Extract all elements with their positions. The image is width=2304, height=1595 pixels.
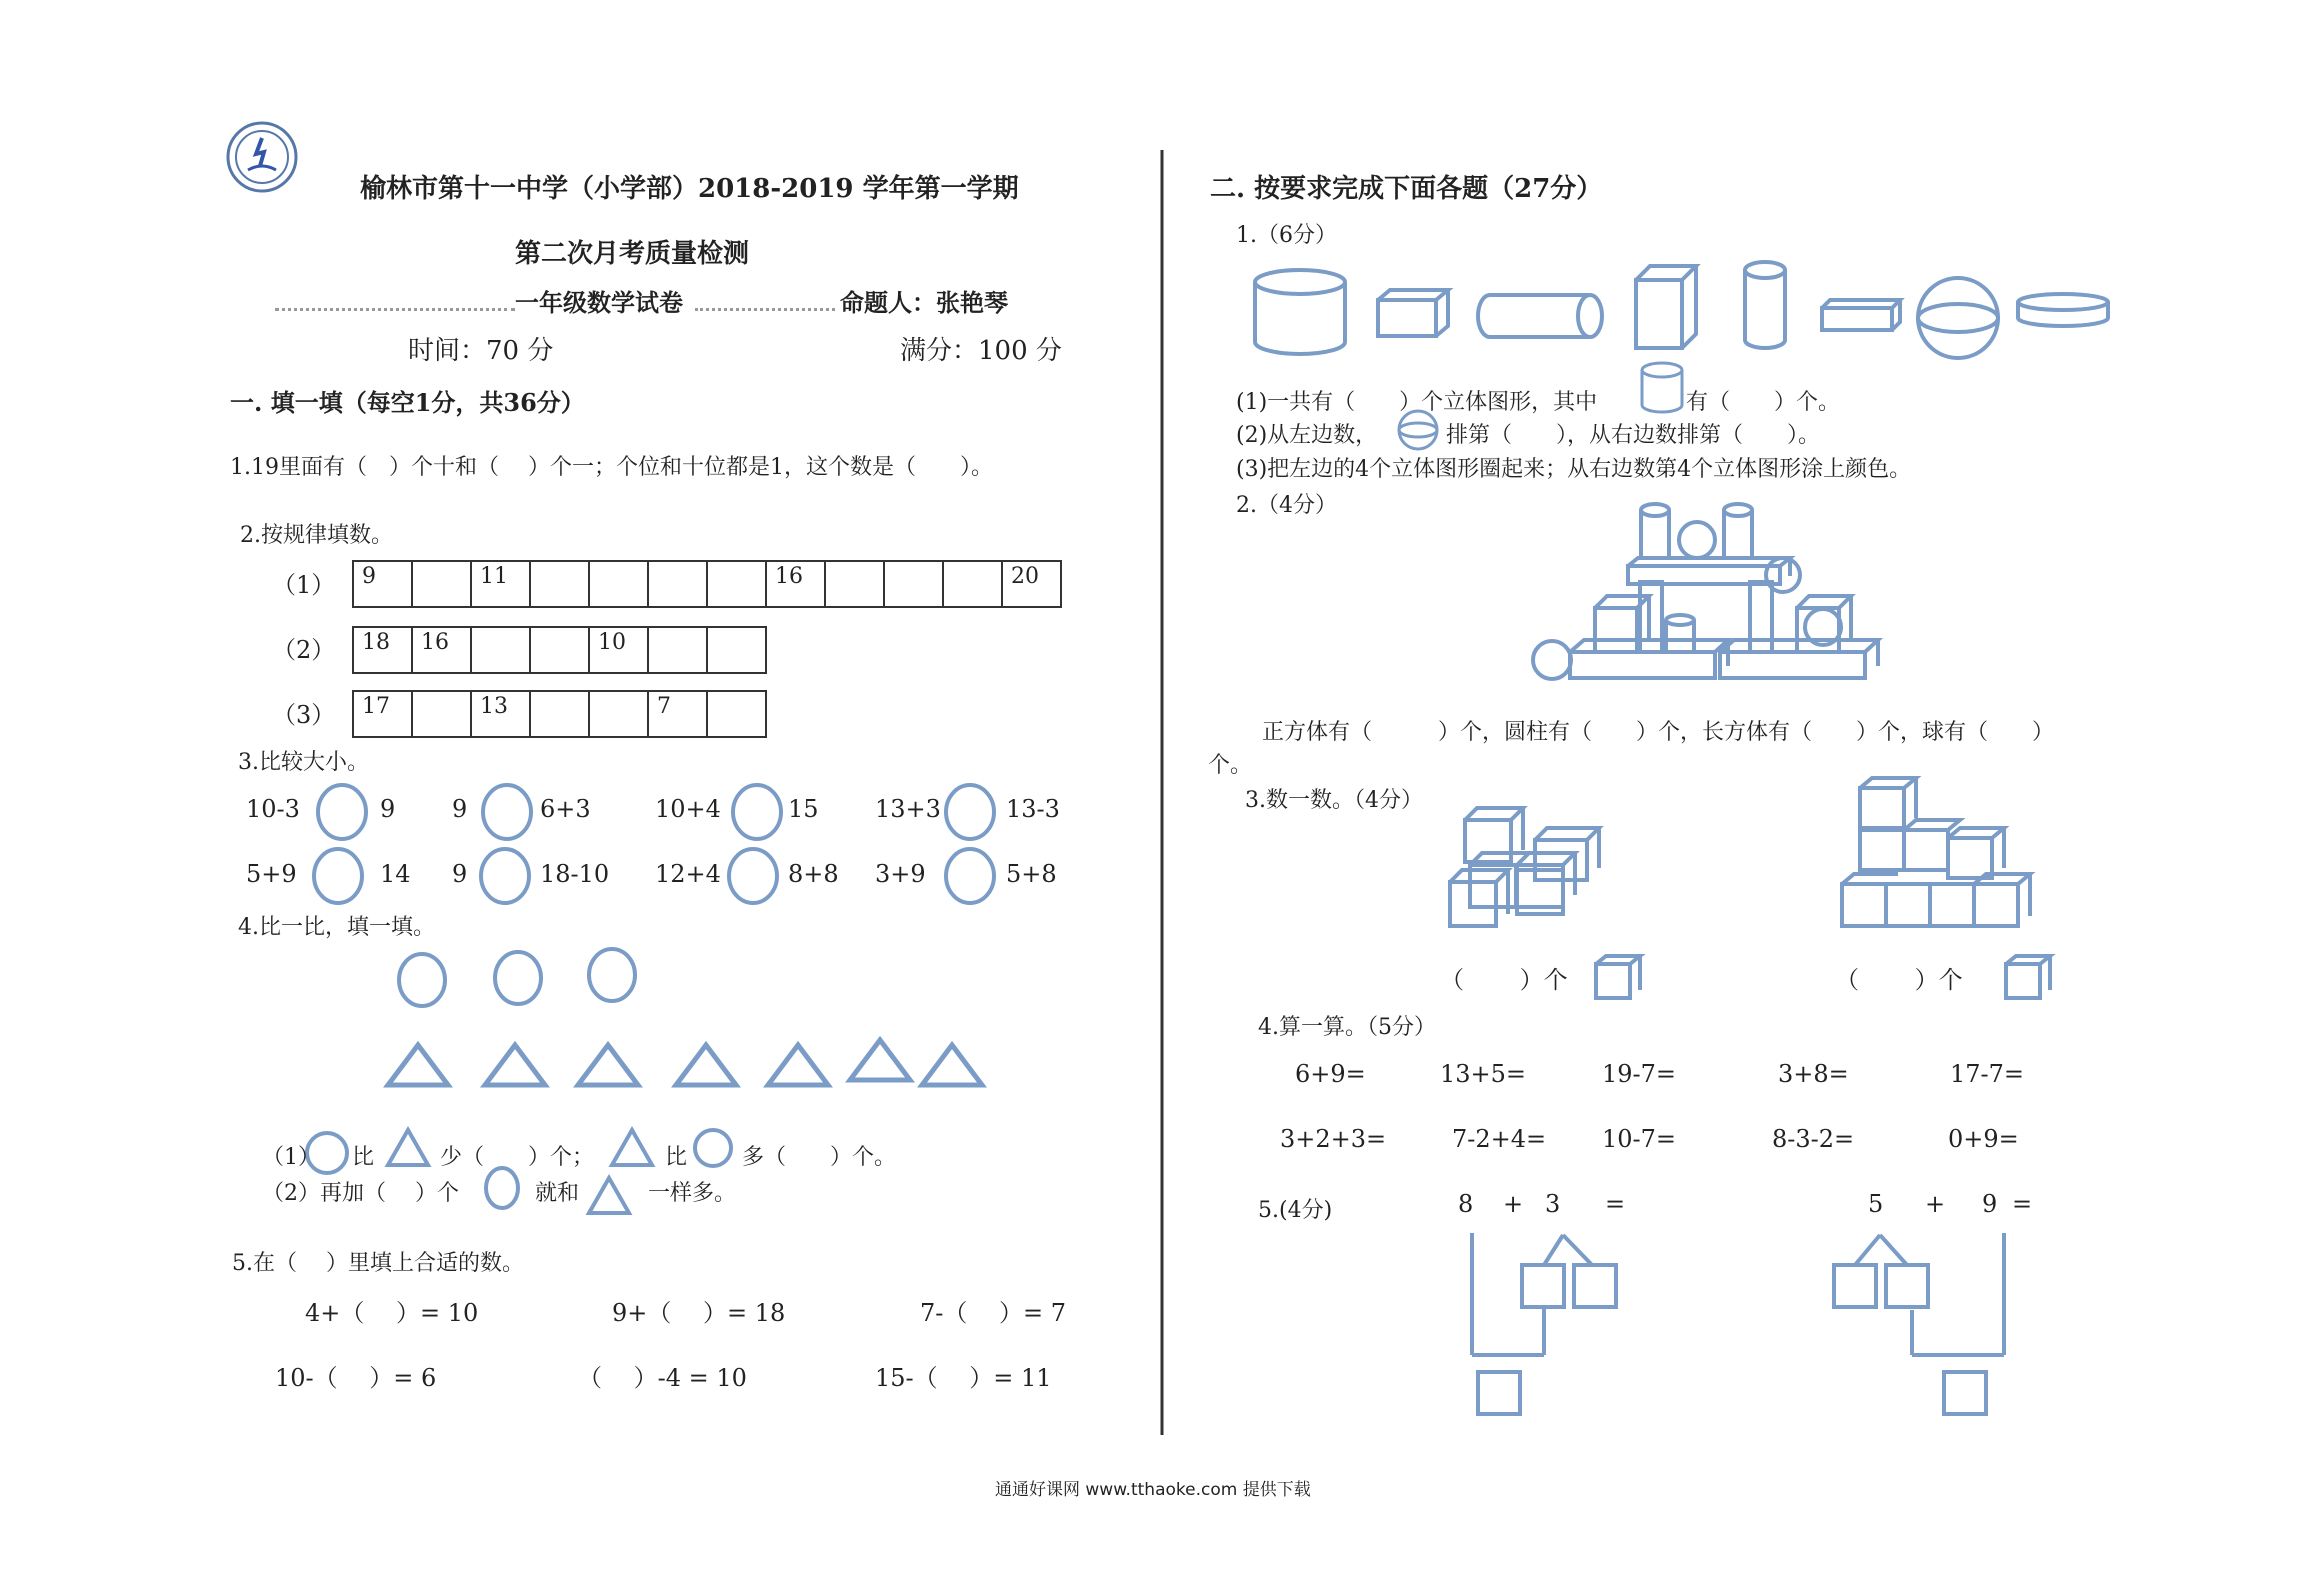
q4-text-c: 少（ ）个； — [440, 1145, 595, 1170]
r-q3-answer-right: （ ）个 — [1835, 966, 1963, 994]
q3-answer-cubes — [1596, 956, 2050, 998]
fill-item: 7-（ ）= 7 — [920, 1299, 1067, 1327]
r-q2-text-2: 个。 — [1208, 753, 1253, 778]
compare-expression: 14 — [380, 860, 411, 888]
row-label: （3） — [272, 701, 336, 729]
pattern-cell — [647, 560, 708, 608]
pattern-cell — [824, 560, 885, 608]
pattern-cell: 16 — [411, 626, 472, 674]
row-label: （2） — [272, 636, 336, 664]
compare-expression: 18-10 — [540, 860, 610, 888]
sum-num: 5 — [1868, 1190, 1884, 1218]
sum-eq: = — [1605, 1190, 1626, 1218]
compare-expression: 13+3 — [875, 795, 941, 823]
question-2: 2.按规律填数。 — [240, 523, 393, 548]
pattern-cell: 18 — [352, 626, 413, 674]
fill-item: 15-（ ）= 11 — [875, 1364, 1052, 1392]
calc-item: 6+9= — [1295, 1060, 1366, 1088]
pattern-cell — [588, 560, 649, 608]
pattern-cell — [942, 560, 1003, 608]
exam-time: 时间：70 分 — [408, 336, 554, 366]
compare-expression: 12+4 — [655, 860, 721, 888]
r-question-5: 5.(4分) — [1258, 1198, 1333, 1223]
compare-expression: 5+8 — [1006, 860, 1057, 888]
calc-item: 0+9= — [1948, 1125, 2019, 1153]
compare-expression: 5+9 — [246, 860, 297, 888]
q5-diagram-left — [1472, 1233, 1616, 1414]
calc-item: 8-3-2= — [1772, 1125, 1855, 1153]
calc-item: 13+5= — [1440, 1060, 1527, 1088]
r-question-4: 4.算一算。（5分） — [1258, 1015, 1436, 1040]
section-1-title: 一. 填一填（每空1分，共36分） — [230, 388, 585, 417]
question-1: 1.19里面有（ ）个十和（ ）个一；个位和十位都是1，这个数是（ ）。 — [230, 455, 993, 480]
compare-expression: 3+9 — [875, 860, 926, 888]
q5-diagram-right — [1834, 1233, 2004, 1414]
question-5: 5.在（ ）里填上合适的数。 — [232, 1251, 524, 1276]
compare-expression: 10+4 — [655, 795, 721, 823]
pattern-cell — [411, 690, 472, 738]
sum-num: 9 — [1982, 1190, 1998, 1218]
r-q3-answer-left: （ ）个 — [1440, 966, 1568, 994]
calc-item: 19-7= — [1602, 1060, 1677, 1088]
r-q2-text: 正方体有（ ）个，圆柱有（ ）个，长方体有（ ）个，球有（ ） — [1262, 720, 2055, 745]
q4-text-e: 多（ ）个。 — [742, 1145, 897, 1170]
sum-op: + — [1925, 1190, 1946, 1218]
fill-item: 4+（ ）= 10 — [305, 1299, 479, 1327]
compare-expression: 9 — [380, 795, 396, 823]
pattern-cell — [883, 560, 944, 608]
r-q1-line-b2: 排第（ ），从右边数排第（ ）。 — [1446, 423, 1821, 448]
q2-structure — [1533, 504, 1878, 679]
r-question-3: 3.数一数。（4分） — [1245, 788, 1423, 813]
pattern-cell — [706, 560, 767, 608]
pattern-cell — [647, 626, 708, 674]
row-label: （1） — [272, 571, 336, 599]
compare-expression: 10-3 — [246, 795, 300, 823]
exam-subtitle: 第二次月考质量检测 — [515, 239, 750, 269]
r-question-1: 1.（6分） — [1236, 223, 1337, 248]
r-q1-line-b1: (2)从左边数， — [1236, 423, 1378, 448]
pattern-cell: 10 — [588, 626, 649, 674]
compare-expression: 8+8 — [788, 860, 839, 888]
pattern-cell — [411, 560, 472, 608]
full-score: 满分：100 分 — [900, 336, 1062, 366]
footer-credit: 通通好课网 www.tthaoke.com 提供下载 — [995, 1480, 1311, 1500]
sum-num: 3 — [1545, 1190, 1561, 1218]
school-logo — [228, 123, 296, 191]
section-2-title: 二. 按要求完成下面各题（27分） — [1210, 174, 1603, 204]
pattern-cell — [529, 690, 590, 738]
compare-expression: 9 — [452, 860, 468, 888]
pattern-cell — [470, 626, 531, 674]
compare-expression: 13-3 — [1006, 795, 1060, 823]
fill-item: （ ）-4 = 10 — [578, 1364, 747, 1392]
r-q1-line-c: (3)把左边的4个立体图形圈起来；从右边数第4个立体图形涂上颜色。 — [1236, 457, 1912, 482]
calc-item: 10-7= — [1602, 1125, 1677, 1153]
calc-item: 3+2+3= — [1280, 1125, 1387, 1153]
paper-name: 一年级数学试卷 — [515, 288, 683, 317]
compare-expression: 15 — [788, 795, 819, 823]
calc-item: 17-7= — [1950, 1060, 2025, 1088]
pattern-cell — [706, 690, 767, 738]
q3-cubes-right — [1842, 778, 2030, 926]
compare-expression: 9 — [452, 795, 468, 823]
pattern-cell — [588, 690, 649, 738]
pattern-cell: 7 — [647, 690, 708, 738]
question-3: 3.比较大小。 — [238, 750, 369, 775]
fill-item: 9+（ ）= 18 — [612, 1299, 786, 1327]
q4-text-g: 就和 — [535, 1181, 580, 1206]
q4-circles — [399, 949, 635, 1006]
q4-text-d: 比 — [665, 1145, 688, 1170]
dotted-line — [695, 308, 835, 311]
pattern-cell: 9 — [352, 560, 413, 608]
sum-eq: = — [2012, 1190, 2033, 1218]
pattern-cell: 13 — [470, 690, 531, 738]
question-4: 4.比一比，填一填。 — [238, 915, 435, 940]
r-q1-line-a1: (1)一共有（ ）个立体图形，其中 — [1236, 390, 1598, 415]
q4-text-h: 一样多。 — [648, 1181, 737, 1206]
pattern-cell — [529, 626, 590, 674]
q1-solids — [1255, 262, 2108, 358]
calc-item: 3+8= — [1778, 1060, 1849, 1088]
compare-expression: 6+3 — [540, 795, 591, 823]
sum-op: + — [1503, 1190, 1524, 1218]
calc-item: 7-2+4= — [1452, 1125, 1547, 1153]
q4-text-b: 比 — [352, 1145, 375, 1170]
pattern-cell: 20 — [1001, 560, 1062, 608]
r-question-2: 2.（4分） — [1236, 493, 1337, 518]
q4-text-a: （1） — [262, 1145, 320, 1170]
r-q1-line-a2: 有（ ）个。 — [1686, 390, 1841, 415]
pattern-cell — [529, 560, 590, 608]
dotted-line — [275, 308, 515, 311]
sum-num: 8 — [1458, 1190, 1474, 1218]
pattern-cell: 17 — [352, 690, 413, 738]
author: 命题人：张艳琴 — [840, 288, 1008, 317]
exam-title: 榆林市第十一中学（小学部）2018-2019 学年第一学期 — [360, 174, 1019, 204]
q4-triangles — [388, 1040, 982, 1085]
pattern-cell: 11 — [470, 560, 531, 608]
q3-cubes-left — [1450, 808, 1599, 926]
q4-text-f: （2）再加（ ）个 — [262, 1181, 459, 1206]
fill-item: 10-（ ）= 6 — [275, 1364, 437, 1392]
pattern-cell — [706, 626, 767, 674]
pattern-cell: 16 — [765, 560, 826, 608]
